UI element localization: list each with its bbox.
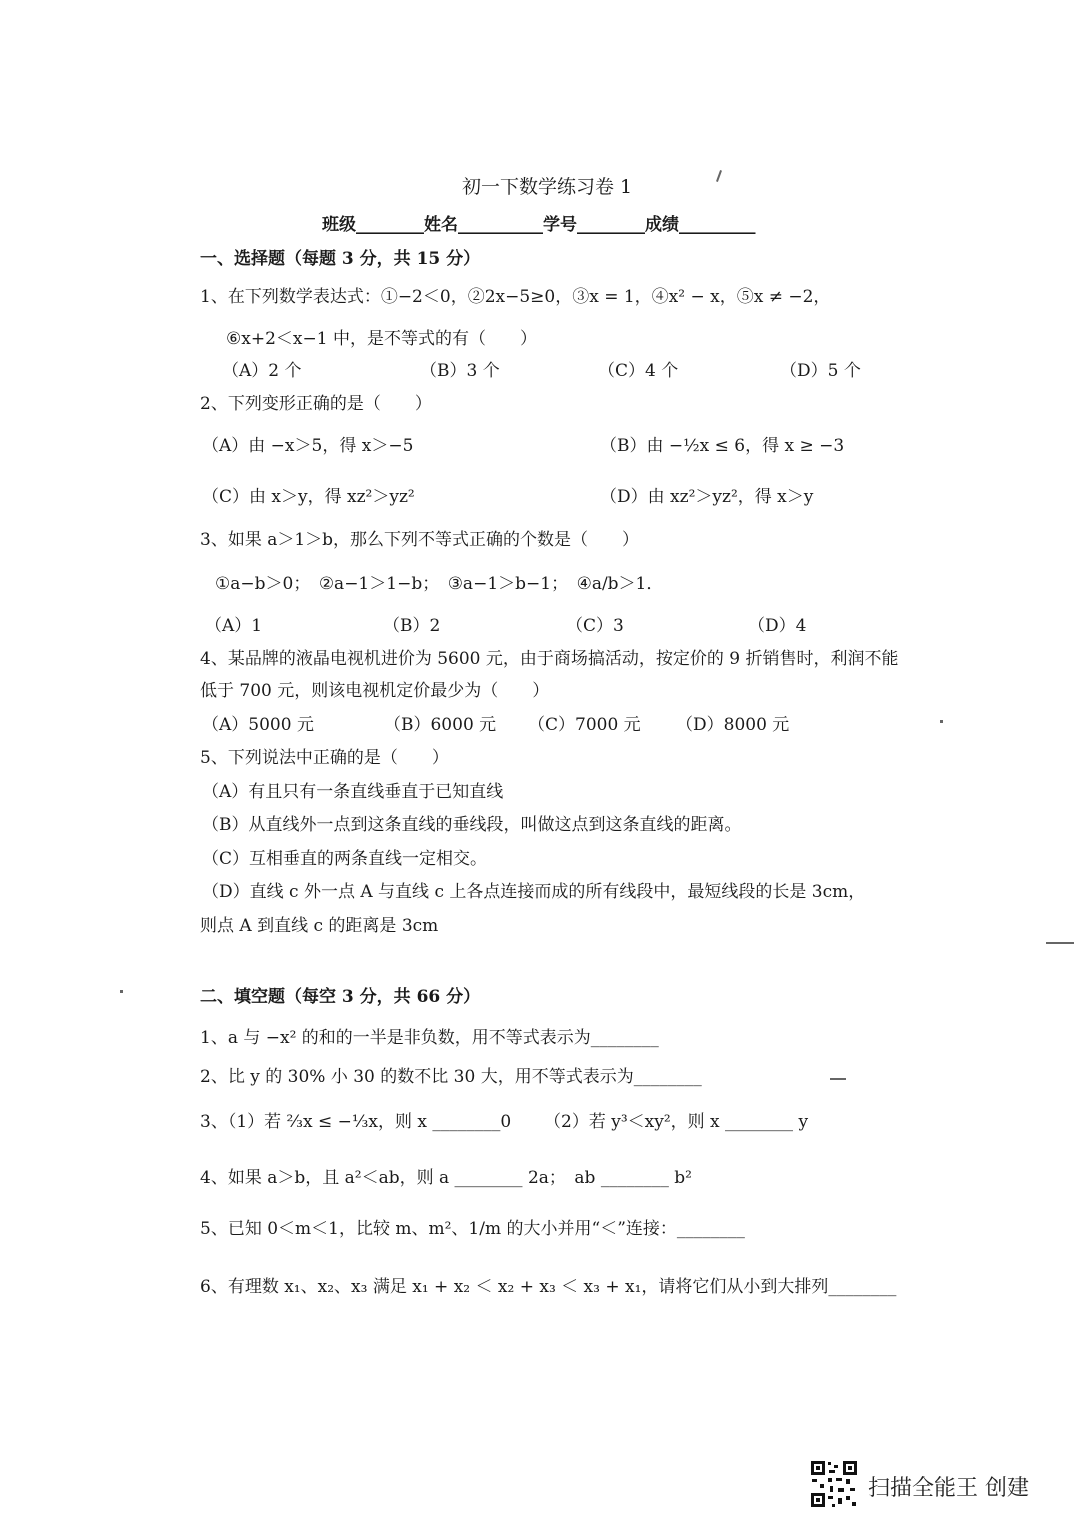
q3-option-c: （C）3 [566, 616, 624, 636]
page-title: 初一下数学练习卷 1 [462, 176, 633, 198]
q1-option-a: （A）2 个 [222, 361, 302, 381]
q2-option-d: （D）由 xz²＞yz²，得 x＞y [600, 487, 814, 507]
q5-stem: 5、下列说法中正确的是（ ） [200, 748, 449, 768]
q3-option-d: （D）4 [748, 616, 807, 636]
fill-q6: 6、有理数 x₁、x₂、x₃ 满足 x₁ + x₂ ＜ x₂ + x₃ ＜ x₃ + x₁，请将它们从小到大排列________ [200, 1277, 897, 1297]
q3-stem: 3、如果 a＞1＞b，那么下列不等式正确的个数是（ ） [200, 530, 640, 550]
q5-option-b: （B）从直线外一点到这条直线的垂线段，叫做这点到这条直线的距离。 [202, 815, 742, 835]
q4-line1: 4、某品牌的液晶电视机进价为 5600 元，由于商场搞活动，按定价的 9 折销售时，利润不能 [200, 649, 899, 669]
fill-q5: 5、已知 0＜m＜1，比较 m、m²、1/m 的大小并用“＜”连接：________ [200, 1219, 745, 1239]
q5-option-c: （C）互相垂直的两条直线一定相交。 [202, 849, 488, 869]
q2-option-b: （B）由 −½x ≤ 6，得 x ≥ −3 [600, 436, 845, 456]
q1-option-c: （C）4 个 [598, 361, 679, 381]
q4-option-c: （C）7000 元 [528, 715, 641, 735]
q1-option-d: （D）5 个 [780, 361, 861, 381]
q4-option-b: （B）6000 元 [384, 715, 497, 735]
q1-option-b: （B）3 个 [420, 361, 500, 381]
q3-option-a: （A）1 [205, 616, 263, 636]
q3-items: ①a−b＞0； ②a−1＞1−b； ③a−1＞b−1； ④a/b＞1． [215, 574, 664, 594]
fill-q4: 4、如果 a＞b，且 a²＜ab，则 a ________ 2a； ab ________ b² [200, 1168, 692, 1188]
q2-option-a: （A）由 −x＞5，得 x＞−5 [202, 436, 414, 456]
q5-option-a: （A）有且只有一条直线垂直于已知直线 [202, 782, 504, 802]
q2-stem: 2、下列变形正确的是（ ） [200, 394, 432, 414]
fill-q2: 2、比 y 的 30% 小 30 的数不比 30 大，用不等式表示为________ [200, 1067, 702, 1087]
q4-option-d: （D）8000 元 [676, 715, 790, 735]
fill-q3-part2: （2）若 y³＜xy²，则 x ________ y [544, 1112, 809, 1132]
scan-mark [830, 1078, 846, 1080]
fill-q3-part1: 3、（1）若 ⅔x ≤ −⅓x，则 x ________0 [200, 1112, 512, 1132]
section2-heading: 二、填空题（每空 3 分，共 66 分） [200, 987, 481, 1007]
q5-option-d: （D）直线 c 外一点 A 与直线 c 上各点连接而成的所有线段中，最短线段的长是 3cm， [202, 882, 866, 902]
fill-q1: 1、a 与 −x² 的和的一半是非负数，用不等式表示为________ [200, 1028, 659, 1048]
q4-option-a: （A）5000 元 [202, 715, 314, 735]
student-info-fields: 班级________姓名__________学号________成绩_________ [322, 215, 756, 235]
scan-mark [1046, 942, 1074, 944]
q5-tail: 则点 A 到直线 c 的距离是 3cm [200, 916, 439, 936]
q1-line2: ⑥x+2＜x−1 中，是不等式的有（ ） [226, 329, 537, 349]
scan-mark [940, 720, 943, 723]
q3-option-b: （B）2 [383, 616, 441, 636]
watermark-text: 扫描全能王 创建 [868, 1476, 1029, 1501]
section1-heading: 一、选择题（每题 3 分，共 15 分） [200, 249, 481, 269]
qr-code-icon [810, 1460, 858, 1508]
scan-mark [716, 170, 722, 182]
q1-line1: 1、在下列数学表达式：①−2＜0，②2x−5≥0，③x = 1，④x² − x，⑤x ≠ −2， [200, 287, 831, 307]
q4-line2: 低于 700 元，则该电视机定价最少为（ ） [200, 681, 550, 701]
q2-option-c: （C）由 x＞y，得 xz²＞yz² [202, 487, 415, 507]
scan-mark [120, 990, 123, 993]
